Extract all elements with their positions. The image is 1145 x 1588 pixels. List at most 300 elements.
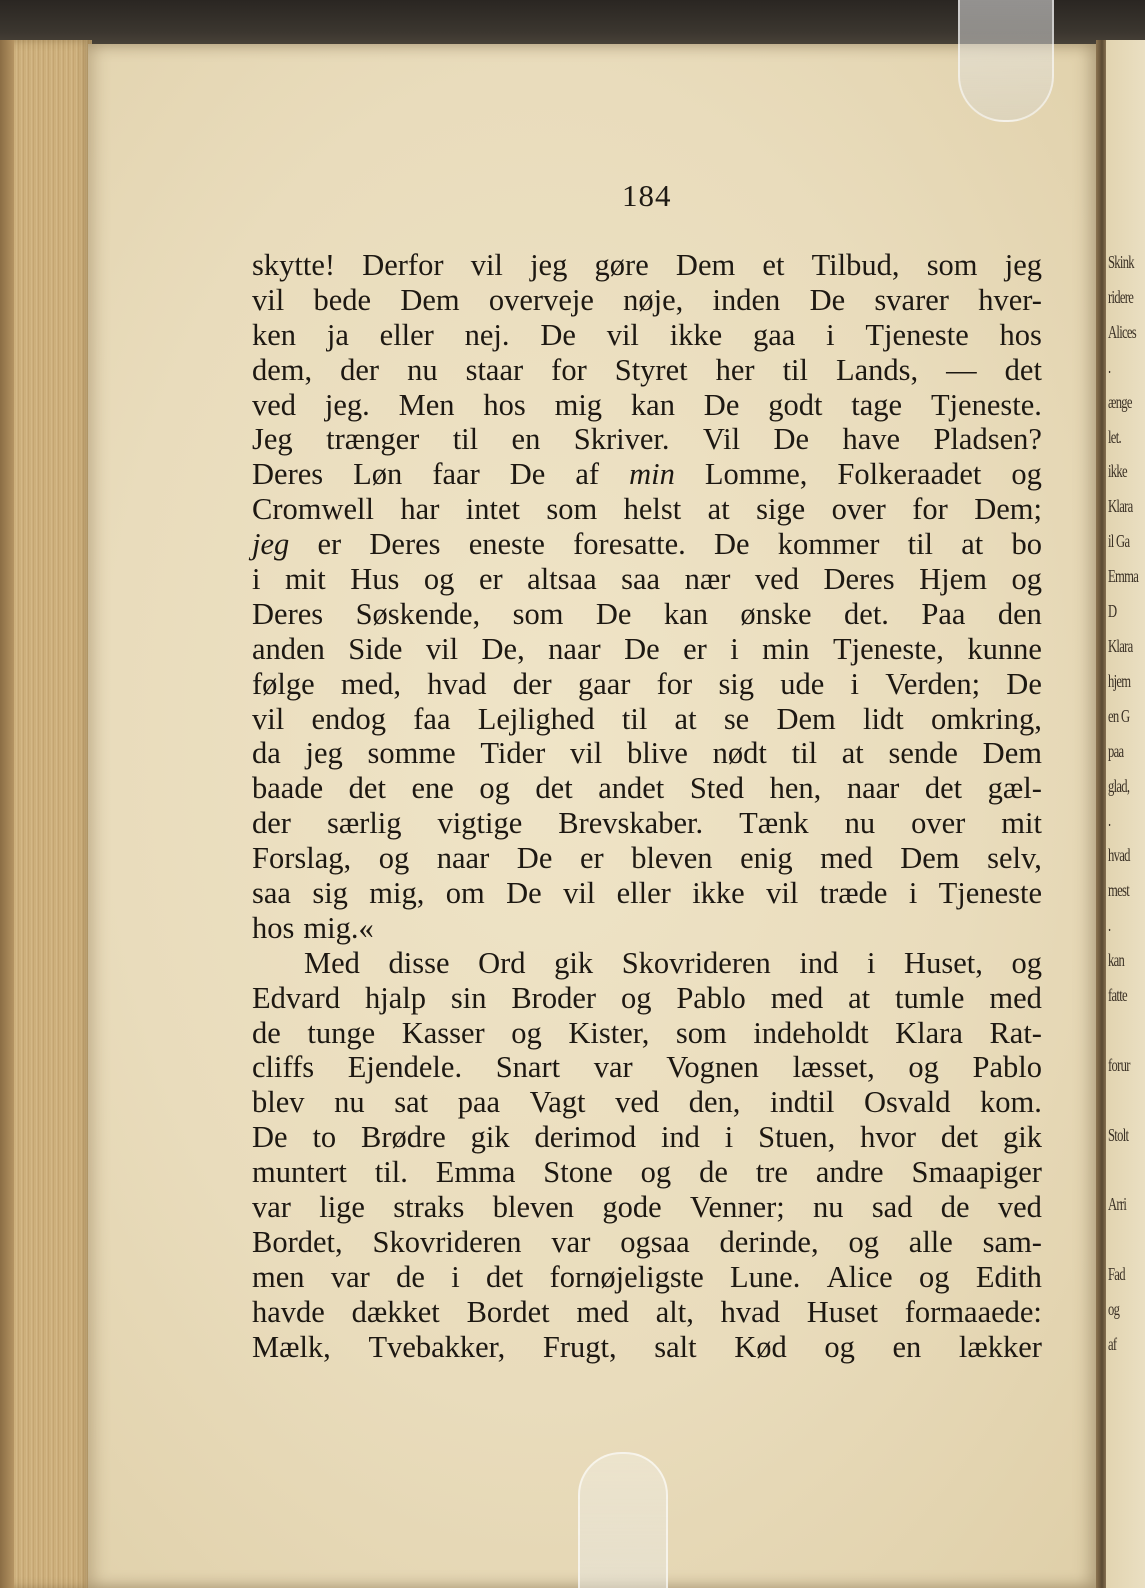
word: er	[478, 562, 503, 597]
next-page-fragment: ænge	[1108, 391, 1132, 412]
word: Cromwell	[252, 492, 374, 527]
word: eller	[379, 317, 434, 352]
word: Smaapiger	[911, 1155, 1042, 1190]
word: Pablo	[676, 980, 746, 1015]
word: og	[919, 1259, 950, 1294]
word: er	[579, 841, 604, 876]
next-page-fragment: il Ga	[1108, 531, 1130, 552]
word: Tjeneste.	[930, 387, 1042, 422]
word: og	[640, 1155, 672, 1190]
word: sig	[312, 876, 348, 911]
word: Venner;	[689, 1190, 785, 1225]
word: cliffs	[252, 1050, 315, 1085]
word: to	[312, 1120, 337, 1155]
word: Lune.	[730, 1259, 801, 1294]
word: nøje,	[623, 282, 684, 317]
word: naar	[548, 631, 601, 666]
word: muntert	[252, 1155, 347, 1190]
next-page-fragment: Klara	[1108, 496, 1133, 517]
word: Kister,	[568, 1015, 650, 1050]
word: somme	[367, 736, 456, 771]
word: som	[675, 1015, 727, 1050]
word: ikke	[669, 317, 723, 352]
next-page-fragment: Fad	[1108, 1264, 1125, 1285]
word: var	[252, 1190, 291, 1225]
word: Edvard	[252, 980, 341, 1015]
word: Forslag,	[252, 841, 352, 876]
next-page-fragment: forur	[1108, 1054, 1130, 1075]
word: til.	[374, 1155, 408, 1190]
word: en	[511, 422, 541, 457]
word: med	[770, 980, 824, 1015]
word: Stuen,	[758, 1120, 836, 1155]
text-line	[252, 1330, 1042, 1365]
next-page-fragment: mest	[1108, 880, 1129, 901]
word: Kød	[734, 1329, 787, 1364]
word: gik	[470, 1120, 510, 1155]
word: over	[911, 806, 966, 841]
text-line	[252, 318, 1042, 353]
word: Huset	[806, 1294, 878, 1329]
word: Løn	[353, 457, 403, 492]
word: i	[826, 317, 835, 352]
word: enig	[740, 841, 793, 876]
word: Jeg	[252, 422, 293, 457]
word: ken	[252, 317, 297, 352]
word: sam-	[982, 1224, 1042, 1259]
word: sende	[888, 736, 958, 771]
word: ved	[754, 562, 799, 597]
word: til	[782, 352, 808, 387]
word: derimod	[534, 1120, 637, 1155]
word: og	[479, 771, 510, 806]
word: bleven	[492, 1190, 575, 1225]
word: og	[848, 1224, 879, 1259]
word: Emma	[435, 1155, 516, 1190]
word: læsset,	[792, 1050, 875, 1085]
text-line	[252, 562, 1042, 597]
word: som	[926, 248, 978, 282]
word: Dem	[982, 736, 1042, 771]
word: at	[841, 736, 864, 771]
text-line	[252, 1085, 1042, 1120]
word: sin	[450, 980, 487, 1015]
word: træde	[819, 876, 888, 911]
word: hen,	[769, 771, 822, 806]
word: men	[252, 1259, 305, 1294]
text-line	[252, 388, 1042, 423]
word: gaar	[577, 666, 631, 701]
word: baade	[252, 771, 324, 806]
word: Derfor	[362, 248, 444, 282]
word: vil	[563, 876, 596, 911]
word: have	[842, 422, 901, 457]
word: som	[546, 492, 598, 527]
text-line	[252, 632, 1042, 667]
word: Tilbud,	[811, 248, 900, 282]
word: naar	[436, 841, 490, 876]
word: vil	[470, 248, 503, 282]
word: tumle	[895, 980, 965, 1015]
word: der	[252, 806, 291, 841]
word: nu	[813, 1190, 844, 1225]
word: godt	[768, 387, 823, 422]
word: kom.	[980, 1085, 1042, 1120]
word: det	[940, 1120, 979, 1155]
word: ved	[997, 1190, 1042, 1225]
word: selv,	[987, 841, 1042, 876]
word: indtil	[770, 1085, 835, 1120]
word: Deres	[369, 527, 441, 562]
word: bede	[313, 282, 372, 317]
word: andre	[815, 1155, 884, 1190]
next-page-fragment: .	[1108, 915, 1111, 936]
word: tage	[851, 387, 903, 422]
word: Skriver.	[573, 422, 670, 457]
word: jeg	[305, 736, 343, 771]
word: Tjeneste,	[832, 631, 944, 666]
word: alt,	[655, 1294, 694, 1329]
page-number: 184	[622, 178, 672, 213]
word: det	[535, 771, 573, 806]
word: med	[576, 1294, 629, 1329]
word: særlig	[326, 806, 402, 841]
word: er	[683, 631, 707, 666]
word: mig,	[369, 876, 425, 911]
word: mit	[285, 562, 326, 597]
text-line	[252, 1260, 1042, 1295]
word: Tjeneste	[865, 317, 969, 352]
word: lige	[319, 1190, 365, 1225]
word: Bordet	[466, 1294, 550, 1329]
text-line	[252, 911, 1042, 946]
word: at	[848, 980, 871, 1015]
word: Frugt,	[542, 1329, 617, 1364]
word: Stone	[543, 1155, 613, 1190]
word: min	[762, 631, 810, 666]
word: ind	[660, 1120, 700, 1155]
word: gaa	[753, 317, 796, 352]
word: endog	[311, 701, 386, 736]
word: svarer	[874, 282, 949, 317]
word: de	[396, 1259, 425, 1294]
word: mig	[554, 387, 603, 422]
text-line	[252, 527, 1042, 562]
word: jeg.	[324, 387, 370, 422]
word: Vognen	[666, 1050, 759, 1085]
word: var	[551, 1224, 591, 1259]
word: De	[1006, 666, 1042, 701]
word: jeg	[1004, 248, 1042, 282]
text-line	[252, 1120, 1042, 1155]
word: og	[824, 1329, 855, 1364]
word: helst	[623, 492, 682, 527]
word: ind	[799, 945, 839, 980]
word: for	[656, 666, 693, 701]
word: var	[330, 1259, 370, 1294]
word: i	[730, 631, 739, 666]
next-page-fragment: kan	[1108, 950, 1125, 970]
word: og	[908, 1050, 939, 1085]
word: over	[831, 492, 886, 527]
word: jeg	[530, 248, 568, 282]
text-line	[252, 248, 1042, 283]
next-page-fragment: og	[1108, 1299, 1120, 1319]
word: for	[551, 352, 587, 387]
word: gode	[602, 1190, 662, 1225]
text-line	[252, 667, 1042, 702]
word: er	[317, 527, 342, 562]
word: staar	[465, 352, 524, 387]
word: den	[997, 596, 1042, 631]
next-page-fragment: Alices	[1108, 321, 1136, 342]
word: Side	[348, 631, 403, 666]
word: med	[820, 841, 873, 876]
word: Dem	[400, 282, 460, 317]
word: dækket	[351, 1294, 440, 1329]
next-page-fragment: Arri	[1108, 1194, 1127, 1215]
text-line	[252, 736, 1042, 771]
word: overveje	[488, 282, 594, 317]
word: hos	[252, 910, 295, 945]
text-line	[252, 283, 1042, 318]
word: trænger	[326, 422, 420, 457]
word: og	[1011, 562, 1042, 597]
word: hvad	[720, 1294, 780, 1329]
word: Mælk,	[252, 1329, 331, 1364]
word: vil	[570, 736, 603, 771]
text-line	[252, 1050, 1042, 1085]
word: nu	[844, 806, 876, 841]
word: de	[252, 1015, 281, 1050]
text-line	[252, 492, 1042, 527]
word: De	[713, 527, 750, 562]
word: og	[378, 841, 410, 876]
text-line	[252, 1225, 1042, 1260]
word: Huset,	[904, 945, 983, 980]
word: foresatte.	[573, 527, 686, 562]
word: Lomme,	[704, 457, 808, 492]
word: Dem	[776, 701, 836, 736]
word: nær	[684, 562, 731, 597]
text-line	[252, 702, 1042, 737]
text-line	[252, 771, 1042, 806]
word: eneste	[468, 527, 545, 562]
next-page-fragment: hjem	[1108, 670, 1131, 691]
word: Osvald	[864, 1085, 951, 1120]
word: Lejlighed	[477, 701, 595, 736]
text-line	[252, 1155, 1042, 1190]
word: i	[850, 666, 859, 701]
word: følge	[252, 666, 315, 701]
word: og	[620, 980, 652, 1015]
word: Ord	[478, 945, 526, 980]
word: Kasser	[401, 1015, 485, 1050]
text-line	[252, 1295, 1042, 1330]
word: De	[624, 631, 660, 666]
word: Edith	[975, 1259, 1042, 1294]
word: dem,	[252, 352, 313, 387]
word: intet	[465, 492, 520, 527]
word: De	[809, 282, 846, 317]
word: skytte!	[252, 248, 336, 282]
word: indeholdt	[753, 1015, 869, 1050]
word: at	[674, 701, 697, 736]
word: lækker	[958, 1329, 1042, 1364]
next-page-fragment: Stolt	[1108, 1124, 1129, 1145]
body-text	[252, 248, 1042, 1365]
word: et	[762, 248, 785, 282]
word: det	[348, 771, 386, 806]
word: mig.«	[303, 910, 374, 945]
word: disse	[388, 945, 450, 980]
word: blive	[626, 736, 688, 771]
word: til	[452, 422, 479, 457]
word: vil	[252, 701, 285, 736]
word: i	[252, 562, 261, 597]
page-clip-bottom	[578, 1452, 668, 1588]
word: kunne	[967, 631, 1042, 666]
word: sig	[718, 666, 755, 701]
word: for	[912, 492, 948, 527]
word: Sted	[689, 771, 745, 806]
word: med	[989, 980, 1042, 1015]
word: det	[1004, 352, 1042, 387]
word: blev	[252, 1085, 305, 1120]
word: Tænk	[739, 806, 809, 841]
word: i	[451, 1259, 460, 1294]
word: ogsaa	[620, 1224, 690, 1259]
word: det	[924, 771, 963, 806]
word: ene	[411, 771, 454, 806]
word: de	[699, 1155, 728, 1190]
text-line	[252, 876, 1042, 911]
word: Søskende,	[355, 596, 481, 631]
word: til	[907, 527, 934, 562]
text-line	[252, 1190, 1042, 1225]
word: en	[892, 1329, 922, 1364]
word: saa	[621, 562, 661, 597]
word: Snart	[495, 1050, 561, 1085]
next-page-fragment: Klara	[1108, 635, 1133, 656]
word: salt	[654, 1329, 697, 1364]
word: Bordet,	[252, 1224, 343, 1259]
word: andet	[598, 771, 665, 806]
word: bo	[1011, 527, 1042, 562]
word: De	[595, 596, 632, 631]
word: Klara	[895, 1015, 963, 1050]
word: gøre	[594, 248, 649, 282]
word: anden	[252, 631, 325, 666]
word: havde	[252, 1294, 325, 1329]
word: Paa	[921, 596, 966, 631]
word: Brevskaber.	[558, 806, 704, 841]
word: Alice	[826, 1259, 893, 1294]
word: Pablo	[972, 1050, 1042, 1085]
word: De	[252, 1120, 288, 1155]
word: alle	[908, 1224, 953, 1259]
word: De	[509, 457, 546, 492]
word: Styret	[614, 352, 688, 387]
word: Broder	[511, 980, 597, 1015]
word: gik	[1003, 1120, 1042, 1155]
word: at	[961, 527, 984, 562]
word: Rat-	[989, 1015, 1042, 1050]
word: omkring,	[930, 701, 1042, 736]
word: Deres	[252, 596, 324, 631]
word: om	[445, 876, 485, 911]
word: fornøjeligste	[549, 1259, 704, 1294]
word: kan	[630, 387, 675, 422]
word: Vagt	[529, 1085, 586, 1120]
word: der	[512, 666, 552, 701]
word: den,	[688, 1085, 741, 1120]
word: de	[940, 1190, 970, 1225]
text-line	[252, 806, 1042, 841]
word: hos	[483, 387, 526, 422]
word: inden	[712, 282, 781, 317]
word: Dem	[675, 248, 736, 282]
word: Hus	[350, 562, 400, 597]
word: vigtige	[437, 806, 523, 841]
word: Dem	[900, 841, 960, 876]
word: Hjem	[919, 562, 987, 597]
next-page-fragment: paa	[1108, 740, 1124, 761]
next-page-fragment: ridere	[1108, 286, 1134, 307]
spine-shadow	[0, 40, 14, 1588]
next-page-fragment: .	[1108, 356, 1111, 377]
word: hjalp	[364, 980, 426, 1015]
word: Tider	[480, 736, 546, 771]
word: kan	[663, 596, 708, 631]
text-line	[252, 597, 1042, 632]
word: De	[506, 876, 542, 911]
word: Ejendele.	[347, 1050, 463, 1085]
word: kommer	[777, 527, 880, 562]
word: eller	[616, 876, 671, 911]
next-page-fragment: let.	[1108, 426, 1121, 447]
word: derinde,	[719, 1224, 819, 1259]
word: vil	[252, 282, 285, 317]
word: Pladsen?	[933, 422, 1042, 457]
word: med,	[340, 666, 402, 701]
word: straks	[393, 1190, 465, 1225]
word: Deres	[823, 562, 895, 597]
next-page-fragment: fatte	[1108, 984, 1127, 1005]
word: Folkeraadet	[837, 457, 982, 492]
text-line	[252, 1016, 1042, 1051]
word: hver-	[978, 282, 1042, 317]
text-line	[252, 981, 1042, 1016]
word: gæl-	[987, 771, 1042, 806]
word: af	[575, 457, 600, 492]
next-page-fragment: hvad	[1108, 845, 1130, 866]
word: i	[724, 1120, 734, 1155]
word: var	[593, 1050, 633, 1085]
word: naar	[846, 771, 900, 806]
word: Tvebakker,	[368, 1329, 506, 1364]
word: tunge	[307, 1015, 376, 1050]
next-page-fragment: D	[1108, 601, 1117, 621]
word: nu	[334, 1085, 365, 1120]
word: faa	[413, 701, 451, 736]
word: da	[252, 736, 281, 771]
word: Lands,	[835, 352, 919, 387]
word: i	[908, 876, 918, 911]
word: De	[773, 422, 810, 457]
word: Verden;	[885, 666, 981, 701]
word: og	[423, 562, 455, 597]
